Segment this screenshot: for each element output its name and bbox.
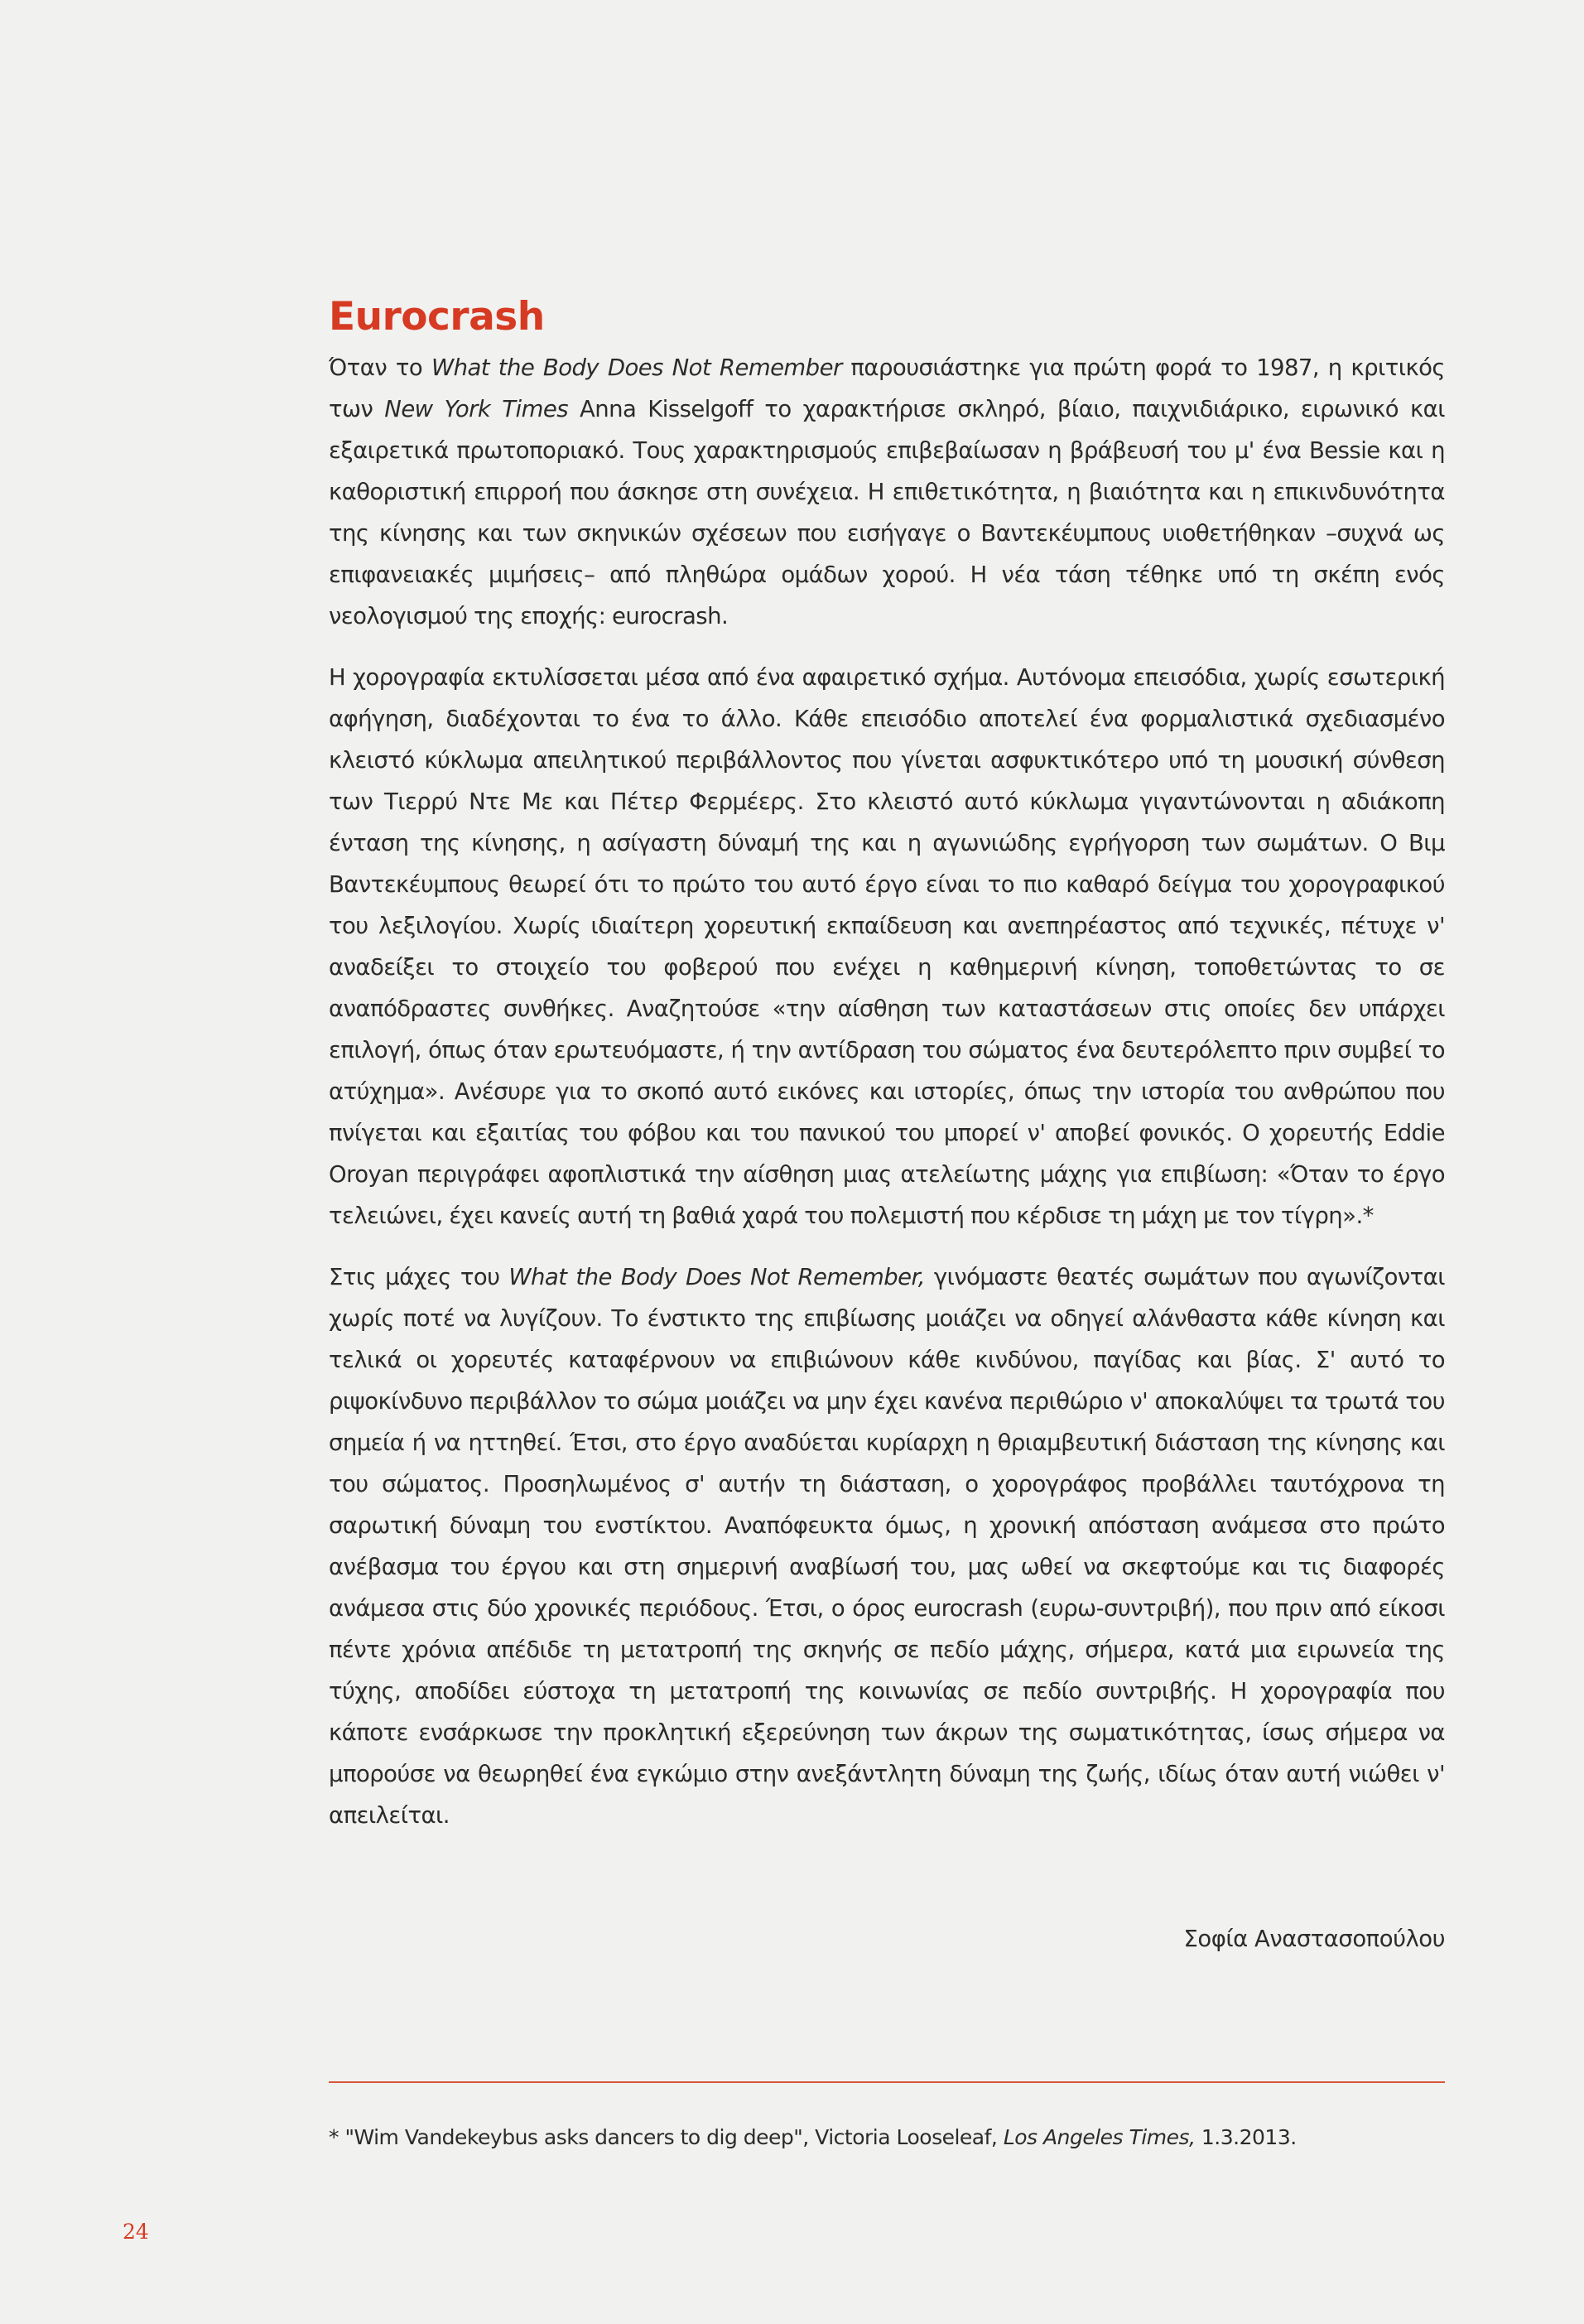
paragraph-1-text-c: Anna Kisselgoff το χαρακτήρισε σκληρό, βίαιο, παιχνιδιάρικο, ειρωνικό και εξαιρετικά πρωτοποριακό. Τους χαρακτηρισμούς επιβεβαίωσαν η βράβευσή του μ' ένα Bessie και η καθοριστική επιρροή που άσκησε στη συνέχεια. Η επιθετικότητα, η βιαιότητα και η επικινδυνότητα της κίνησης και των σκηνικών σχέσεων που εισήγαγε ο Βαντεκέυμπους υιοθετήθηκαν –συχνά ως επιφανειακές μιμήσεις– από πληθώρα ομάδων χορού. Η νέα τάση τέθηκε υπό τη σκέπη ενός νεολογισμού της εποχής: eurocrash.: [329, 396, 1445, 629]
author-signature: Σοφία Αναστασοπούλου: [1183, 1926, 1445, 1952]
work-title: What the Body Does Not Remember,: [508, 1264, 925, 1290]
article: [329, 294, 1445, 1856]
footnote: [329, 2125, 1297, 2149]
footnote-divider: [329, 2081, 1445, 2083]
work-title: What the Body Does Not Remember: [431, 354, 842, 381]
paragraph-3: [329, 1256, 1445, 1836]
paragraph-1: [329, 347, 1445, 637]
newspaper-name: New York Times: [384, 396, 568, 422]
article-title: Eurocrash: [329, 294, 545, 340]
paragraph-3-text-b: γινόμαστε θεατές σωμάτων που αγωνίζονται χωρίς ποτέ να λυγίζουν. Το ένστικτο της επιβίωσης μοιάζει να οδηγεί αλάνθαστα κάθε κίνηση και τελικά οι χορευτές καταφέρνουν να επιβιώνουν κάθε κινδύνου, παγίδας και βίας. Σ' αυτό το ριψοκίνδυνο περιβάλλον το σώμα μοιάζει να μην έχει κανένα περιθώριο ν' αποκαλύψει τα τρωτά του σημεία ή να ηττηθεί. Έτσι, στο έργο αναδύεται κυρίαρχη η θριαμβευτική διάσταση της κίνησης και του σώματος. Προσηλωμένος σ' αυτήν τη διάσταση, ο χορογράφος προβάλλει ταυτόχρονα τη σαρωτική δύναμη του ενστίκτου. Αναπόφευκτα όμως, η χρονική απόσταση ανάμεσα στο πρώτο ανέβασμα του έργου και στη σημερινή αναβίωσή του, μας ωθεί να σκεφτούμε και τις διαφορές ανάμεσα στις δύο χρονικές περιόδους. Έτσι, ο όρος eurocrash (ευρω-συντριβή), που πριν από είκοσι πέντε χρόνια απέδιδε τη μετατροπή της σκηνής σε πεδίο μάχης, σήμερα, κατά μια ειρωνεία της τύχης, αποδίδει εύστοχα τη μετατροπή της κοινωνίας σε πεδίο συντριβής. Η χορογραφία που κάποτε ενσάρκωσε την προκλητική εξερεύνηση των άκρων της σωματικότητας, ίσως σήμερα να μπορούσε να θεωρηθεί ένα εγκώμιο στην ανεξάντλητη δύναμη της ζωής, ιδίως όταν αυτή νιώθει ν' απειλείται.: [329, 1264, 1445, 1829]
footnote-text-a: * "Wim Vandekeybus asks dancers to dig deep", Victoria Looseleaf,: [329, 2125, 1004, 2149]
page-number: 24: [123, 2220, 149, 2244]
paragraph-3-text-a: Στις μάχες του: [329, 1264, 509, 1290]
footnote-source: Los Angeles Times,: [1003, 2125, 1196, 2149]
footnote-text-b: 1.3.2013.: [1195, 2125, 1297, 2149]
paragraph-2: Η χορογραφία εκτυλίσσεται μέσα από ένα αφαιρετικό σχήμα. Αυτόνομα επεισόδια, χωρίς εσωτερική αφήγηση, διαδέχονται το ένα το άλλο. Κάθε επεισόδιο αποτελεί ένα φορμαλιστικά σχεδιασμένο κλειστό κύκλωμα απειλητικού περιβάλλοντος που γίνεται ασφυκτικότερο υπό τη μουσική σύνθεση των Τιερρύ Ντε Με και Πέτερ Φερμέερς. Στο κλειστό αυτό κύκλωμα γιγαντώνονται η αδιάκοπη ένταση της κίνησης, η ασίγαστη δύναμή της και η αγωνιώδης εγρήγορση των σωμάτων. Ο Βιμ Βαντεκέυμπους θεωρεί ότι το πρώτο του αυτό έργο είναι το πιο καθαρό δείγμα του χορογραφικού του λεξιλογίου. Χωρίς ιδιαίτερη χορευτική εκπαίδευση και ανεπηρέαστος από τεχνικές, πέτυχε ν' αναδείξει το στοιχείο του φοβερού που ενέχει η καθημερινή κίνηση, τοποθετώντας το σε αναπόδραστες συνθήκες. Αναζητούσε «την αίσθηση των καταστάσεων στις οποίες δεν υπάρχει επιλογή, όπως όταν ερωτευόμαστε, ή την αντίδραση του σώματος ένα δευτερόλεπτο πριν συμβεί το ατύχημα». Ανέσυρε για το σκοπό αυτό εικόνες και ιστορίες, όπως την ιστορία του ανθρώπου που πνίγεται και εξαιτίας του φόβου και του πανικού του μπορεί ν' αποβεί φονικός. Ο χορευτής Eddie Oroyan περιγράφει αφοπλιστικά την αίσθηση μιας ατελείωτης μάχης για επιβίωση: «Όταν το έργο τελειώνει, έχει κανείς αυτή τη βαθιά χαρά του πολεμιστή που κέρδισε τη μάχη με τον τίγρη».*: [329, 664, 1445, 1229]
paragraph-1-text-a: Όταν το: [329, 354, 431, 381]
paragraph-1-text-b: παρουσιάστηκε για πρώτη φορά το 1987, η κριτικός των: [329, 354, 1446, 422]
